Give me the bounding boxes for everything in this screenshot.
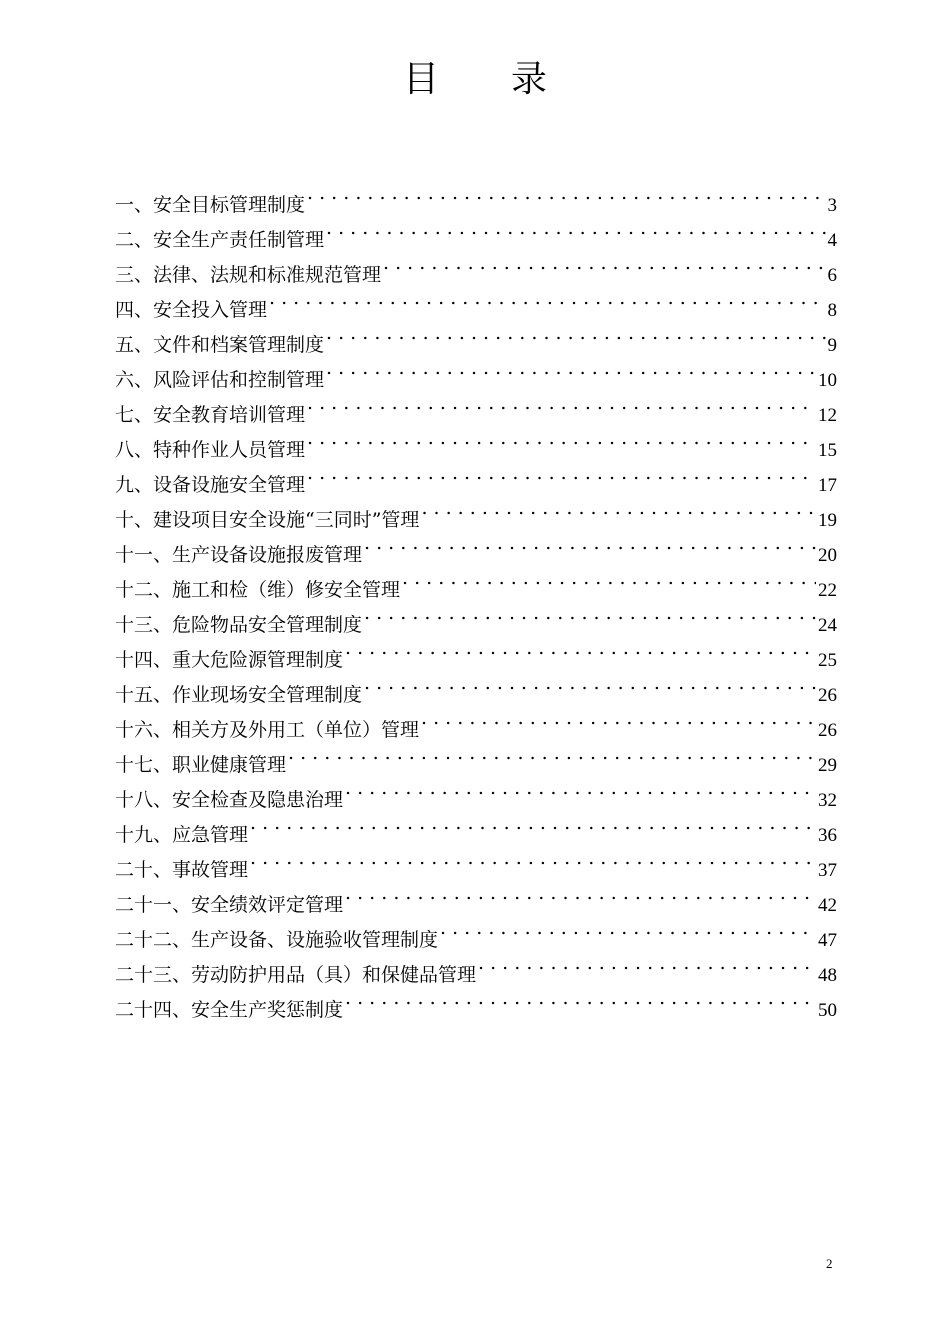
toc-leader-dots <box>364 666 816 701</box>
toc-entry-page: 48 <box>818 965 837 986</box>
toc-leader-dots <box>326 351 816 386</box>
toc-leader-dots <box>326 211 825 246</box>
toc-entry-label: 十七、职业健康管理 <box>115 754 287 776</box>
toc-entry-page: 10 <box>818 370 837 391</box>
toc-leader-dots <box>421 701 816 736</box>
toc-entry-page: 36 <box>818 825 837 846</box>
toc-entry-page: 6 <box>827 265 837 286</box>
toc-entry-label: 七、安全教育培训管理 <box>115 404 306 426</box>
toc-leader-dots <box>269 281 825 316</box>
toc-entry-page: 15 <box>818 440 837 461</box>
page-title-part-2: 录 <box>511 59 548 100</box>
toc-leader-dots <box>345 876 816 911</box>
toc-entry-page: 32 <box>818 790 837 811</box>
toc-entry-label: 二十二、生产设备、设施验收管理制度 <box>115 929 439 951</box>
toc-entry-page: 29 <box>818 755 837 776</box>
toc-leader-dots <box>421 491 816 526</box>
toc-leader-dots <box>307 421 816 456</box>
toc-entry-page: 24 <box>818 615 837 636</box>
toc-entry-label: 十五、作业现场安全管理制度 <box>115 684 363 706</box>
toc-entry-label: 十、建设项目安全设施“三同时”管理 <box>115 509 420 531</box>
toc-entry-page: 22 <box>818 580 837 601</box>
toc-leader-dots <box>307 456 816 491</box>
toc-entry-page: 8 <box>827 300 837 321</box>
toc-entry-page: 37 <box>818 860 837 881</box>
page-title <box>0 52 950 108</box>
toc-entry-label: 十一、生产设备设施报废管理 <box>115 544 363 566</box>
toc-leader-dots <box>478 946 816 981</box>
toc-entry-label: 十六、相关方及外用工（单位）管理 <box>115 719 420 741</box>
toc-leader-dots <box>307 176 825 211</box>
toc-entry-label: 六、风险评估和控制管理 <box>115 369 325 391</box>
toc-entry-label: 十三、危险物品安全管理制度 <box>115 614 363 636</box>
toc-entry-page: 17 <box>818 475 837 496</box>
toc-entry-page: 3 <box>827 195 837 216</box>
toc-leader-dots <box>326 316 825 351</box>
table-of-contents <box>115 176 837 1021</box>
toc-entry-page: 9 <box>827 335 837 356</box>
toc-entry-page: 47 <box>818 930 837 951</box>
toc-entry-page: 4 <box>827 230 837 251</box>
toc-entry-page: 19 <box>818 510 837 531</box>
toc-entry-label: 二十一、安全绩效评定管理 <box>115 894 344 916</box>
toc-entry-page: 26 <box>818 720 837 741</box>
toc-entry-label: 八、特种作业人员管理 <box>115 439 306 461</box>
toc-entry[interactable] <box>115 176 837 216</box>
toc-entry-label: 十八、安全检查及隐患治理 <box>115 789 344 811</box>
toc-leader-dots <box>364 526 816 561</box>
toc-leader-dots <box>345 981 816 1016</box>
toc-leader-dots <box>440 911 816 946</box>
toc-leader-dots <box>345 631 816 666</box>
toc-entry-page: 26 <box>818 685 837 706</box>
toc-leader-dots <box>288 736 816 771</box>
toc-entry-label: 一、安全目标管理制度 <box>115 194 306 216</box>
toc-entry-page: 42 <box>818 895 837 916</box>
toc-entry-label: 二十、事故管理 <box>115 859 249 881</box>
toc-leader-dots <box>250 841 816 876</box>
toc-entry-page: 20 <box>818 545 837 566</box>
toc-entry-label: 三、法律、法规和标准规范管理 <box>115 264 382 286</box>
toc-entry-label: 十二、施工和检（维）修安全管理 <box>115 579 401 601</box>
toc-entry-label: 二、安全生产责任制管理 <box>115 229 325 251</box>
toc-entry-label: 十九、应急管理 <box>115 824 249 846</box>
toc-leader-dots <box>345 771 816 806</box>
toc-leader-dots <box>383 246 825 281</box>
toc-entry-label: 二十三、劳动防护用品（具）和保健品管理 <box>115 964 477 986</box>
toc-entry-label: 二十四、安全生产奖惩制度 <box>115 999 344 1021</box>
toc-entry-page: 12 <box>818 405 837 426</box>
toc-entry-label: 五、文件和档案管理制度 <box>115 334 325 356</box>
toc-leader-dots <box>402 561 816 596</box>
toc-leader-dots <box>364 596 816 631</box>
toc-entry-page: 50 <box>818 1000 837 1021</box>
toc-leader-dots <box>307 386 816 421</box>
page-title-part-1: 目 <box>402 59 439 100</box>
page-number: 2 <box>826 1256 833 1271</box>
toc-entry-label: 四、安全投入管理 <box>115 299 268 321</box>
toc-entry-label: 十四、重大危险源管理制度 <box>115 649 344 671</box>
toc-entry-page: 25 <box>818 650 837 671</box>
toc-entry-label: 九、设备设施安全管理 <box>115 474 306 496</box>
toc-leader-dots <box>250 806 816 841</box>
